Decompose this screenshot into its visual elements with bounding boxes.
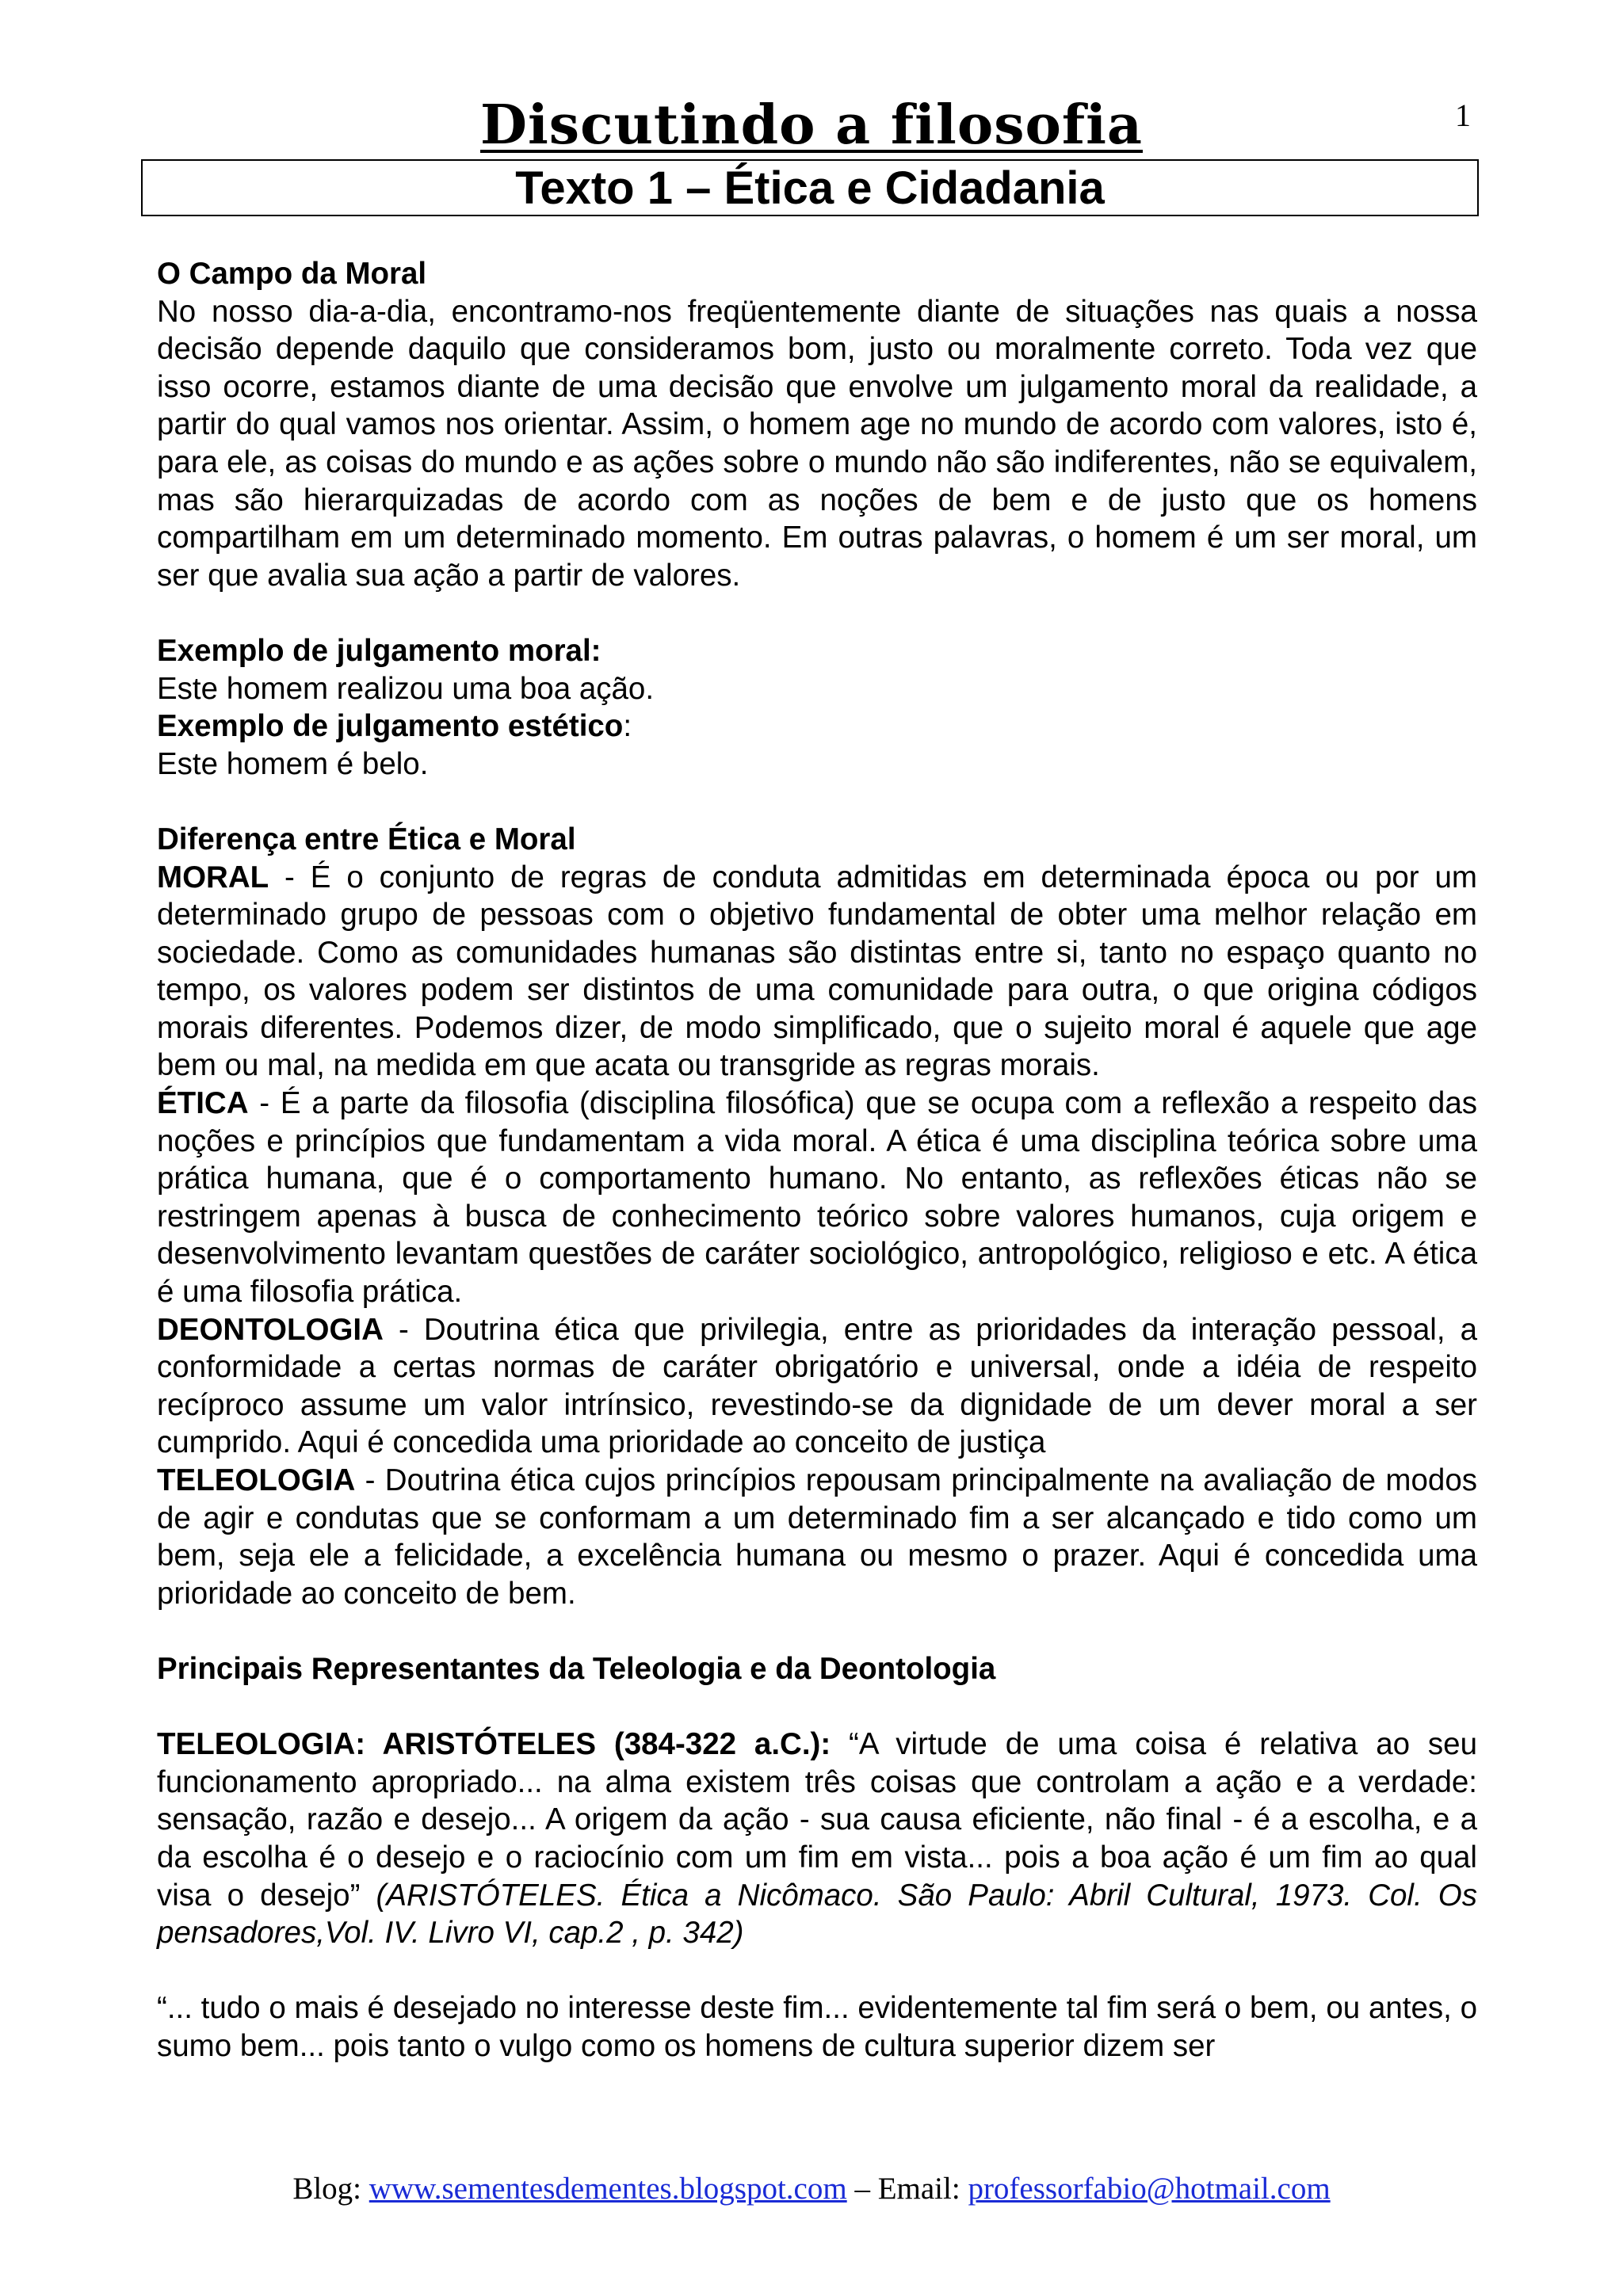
- paragraph-campo-moral: No nosso dia-a-dia, encontramo-nos freqüentemente diante de situações nas quais a nossa decisão depende daquilo que consideramos bom, justo ou moralmente correto. Toda vez que isso ocorre, estamos diante de uma decisão que envolve um julgamento moral da realidade, a partir do qual vamos nos orientar. Assim, o homem age no mundo de acordo com valores, isto é, para ele, as coisas do mundo e as ações sobre o mundo não são indiferentes, não se equivalem, mas são hierarquizadas de acordo com as noções de bem e de justo que os homens compartilham em um determinado momento. Em outras palavras, o homem é um ser moral, um ser que avalia sua ação a partir de valores.: [157, 294, 1477, 593]
- section-heading-diferenca: Diferença entre Ética e Moral: [157, 822, 576, 856]
- definition-deontologia-text: - Doutrina ética que privilegia, entre as prioridades da interação pessoal, a conformidade a certas normas de caráter obrigatório e universal, onde a idéia de respeito recíproco assume um valor intrínsico, revestindo-se da dignidade de um dever moral a ser cumprido. Aqui é concedida uma prioridade ao conceito de justiça: [157, 1312, 1477, 1460]
- footer: [0, 2171, 1623, 2206]
- document-body: [157, 255, 1477, 2065]
- quote-paragraph: “... tudo o mais é desejado no interesse deste fim... evidentemente tal fim será o bem, ou antes, o sumo bem... pois tanto o vulgo como os homens de cultura superior dizem ser: [157, 1991, 1477, 2063]
- example-estetico-label-text: Exemplo de julgamento estético: [157, 709, 624, 744]
- page-number: 1: [1455, 97, 1471, 133]
- aristoteles-quote: “A virtude de uma coisa é relativa ao seu funcionamento apropriado... na alma existem três coisas que controlam a ação e a verdade: sensação, razão e desejo... A origem da ação - sua causa eficiente, não final - é a escolha, e a da escolha é o desejo e o raciocínio com um fim em vista... pois a boa ação é um fim ao qual visa o desejo”: [157, 1727, 1477, 1913]
- definition-etica: [157, 1085, 1477, 1311]
- section-heading-campo-moral: O Campo da Moral: [157, 257, 427, 291]
- subtitle-box: Texto 1 – Ética e Cidadania: [141, 159, 1479, 216]
- example-moral-label-text: Exemplo de julgamento moral:: [157, 633, 601, 668]
- aristoteles-citation: (ARISTÓTELES. Ética a Nicômaco. São Paulo: Abril Cultural, 1973. Col. Os pensadores,Vol. IV. Livro VI, cap.2 , p. 342): [157, 1878, 1477, 1951]
- section-heading-representantes: Principais Representantes da Teleologia e da Deontologia: [157, 1651, 996, 1686]
- definition-moral: [157, 859, 1477, 1085]
- footer-blog-label: Blog:: [292, 2172, 369, 2206]
- spacer: [157, 783, 1477, 821]
- example-estetico-text: Este homem é belo.: [157, 746, 429, 781]
- spacer: [157, 594, 1477, 632]
- definition-teleologia: [157, 1462, 1477, 1612]
- term-moral: MORAL: [157, 860, 269, 894]
- blog-link[interactable]: www.sementesdementes.blogspot.com: [369, 2172, 847, 2206]
- example-estetico-colon: :: [623, 709, 632, 744]
- term-teleologia: TELEOLOGIA: [157, 1463, 356, 1497]
- footer-separator: – Email:: [846, 2172, 968, 2206]
- spacer: [157, 1952, 1477, 1990]
- definition-deontologia: [157, 1311, 1477, 1462]
- definition-etica-text: - É a parte da filosofia (disciplina filosófica) que se ocupa com a reflexão a respeito das noções e princípios que fundamentam a vida moral. A ética é uma disciplina teórica sobre uma prática humana, que é o comportamento humano. No entanto, as reflexões éticas não se restringem apenas à busca de conhecimento teórico sobre valores humanos, cuja origem e desenvolvimento levantam questões de caráter sociológico, antropológico, religioso e etc. A ética é uma filosofia prática.: [157, 1086, 1477, 1310]
- page-title: Discutindo a filosofia: [480, 93, 1143, 157]
- aristoteles-paragraph: [157, 1726, 1477, 1952]
- spacer: [157, 1688, 1477, 1726]
- aristoteles-label: TELEOLOGIA: ARISTÓTELES (384-322 a.C.):: [157, 1727, 831, 1762]
- term-deontologia: DEONTOLOGIA: [157, 1312, 384, 1347]
- email-link[interactable]: professorfabio@hotmail.com: [968, 2172, 1331, 2206]
- example-estetico-label: [157, 707, 1477, 746]
- definition-teleologia-text: - Doutrina ética cujos princípios repousam principalmente na avaliação de modos de agir e condutas que se conformam a um determinado fim a ser alcançado e tido como um bem, seja ele a felicidade, a excelência humana ou mesmo o prazer. Aqui é concedida uma prioridade ao conceito de bem.: [157, 1463, 1477, 1611]
- example-moral-text: Este homem realizou uma boa ação.: [157, 671, 655, 706]
- spacer: [157, 1612, 1477, 1650]
- term-etica: ÉTICA: [157, 1086, 249, 1121]
- definition-moral-text: - É o conjunto de regras de conduta admitidas em determinada época ou por um determinado grupo de pessoas com o objetivo fundamental de obter uma melhor relação em sociedade. Como as comunidades humanas são distintas entre si, tanto no espaço quanto no tempo, os valores podem ser distintos de uma comunidade para outra, o que origina códigos morais diferentes. Podemos dizer, de modo simplificado, que o sujeito moral é aquele que age bem ou mal, na medida em que acata ou transgride as regras morais.: [157, 860, 1477, 1083]
- example-moral-label: [157, 632, 1477, 670]
